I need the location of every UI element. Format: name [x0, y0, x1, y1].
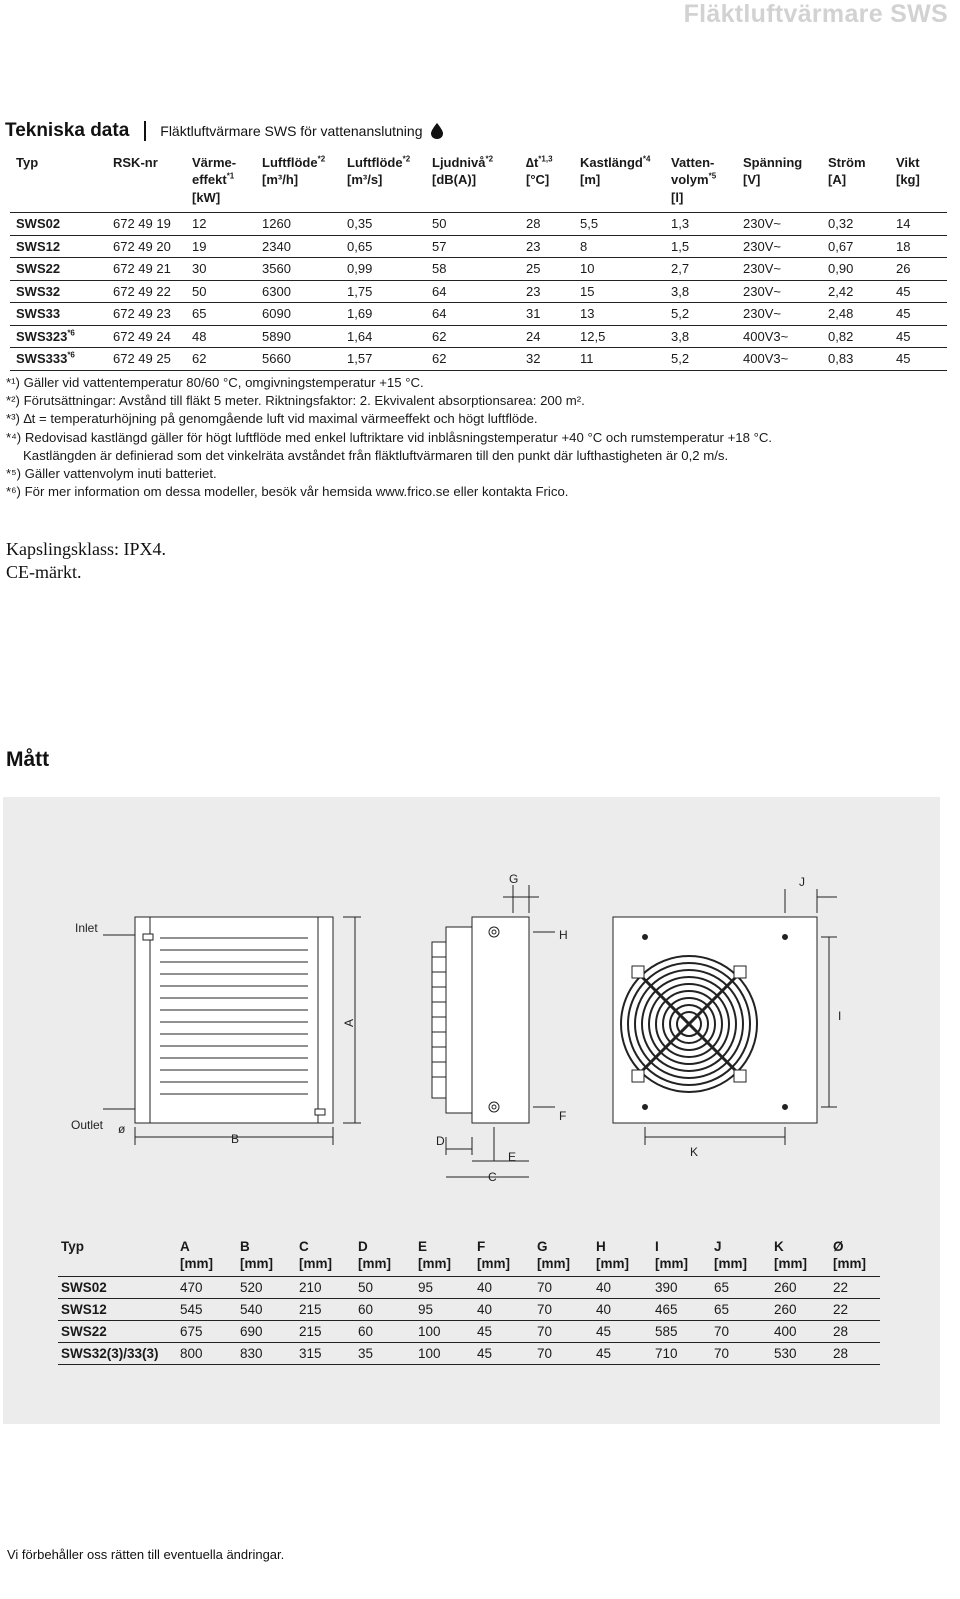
table-cell: 70 [711, 1321, 771, 1343]
spec-column-header [256, 153, 341, 171]
table-cell: 62 [426, 325, 520, 348]
spec-column-header [574, 153, 665, 171]
table-cell: 28 [520, 213, 574, 236]
table-cell: 672 49 25 [107, 348, 186, 371]
column-name-continued: volym [671, 172, 709, 187]
column-unit: [m] [580, 172, 601, 187]
footnote-ref: *1,3 [538, 154, 553, 164]
table-cell: 530 [771, 1343, 830, 1365]
table-cell: 70 [534, 1277, 593, 1299]
table-cell: 400 [771, 1321, 830, 1343]
spec-column-unit [822, 171, 890, 213]
dim-c-label: C [488, 1170, 497, 1184]
table-cell: 470 [177, 1277, 237, 1299]
table-cell: 0,67 [822, 235, 890, 258]
table-cell: 830 [237, 1343, 296, 1365]
column-name: Kastlängd [580, 155, 643, 170]
table-row [10, 235, 947, 258]
technical-data-table [10, 153, 947, 371]
dim-column-header [830, 1238, 880, 1277]
table-row [58, 1321, 880, 1343]
model-name: SWS32 [16, 283, 61, 299]
model-cell [10, 280, 107, 303]
column-unit: [mm] [358, 1256, 391, 1271]
footnote-ref: *6 [67, 350, 75, 360]
dim-a-label: A [342, 1018, 356, 1027]
table-cell: 520 [237, 1277, 296, 1299]
table-cell: 3,8 [665, 325, 737, 348]
column-name: Vatten- [671, 155, 715, 170]
table-row [58, 1277, 880, 1299]
title-separator [144, 121, 146, 141]
table-cell: 5890 [256, 325, 341, 348]
model-name: SWS22 [58, 1321, 177, 1343]
spec-column-header [10, 153, 107, 171]
table-cell: 45 [593, 1321, 652, 1343]
dimensions-heading: Mått [6, 748, 50, 771]
table-cell: 1,5 [665, 235, 737, 258]
spec-column-unit [107, 171, 186, 213]
table-cell: 8 [574, 235, 665, 258]
dim-f-label: F [559, 1109, 567, 1123]
table-cell: 690 [237, 1321, 296, 1343]
table-cell: 215 [296, 1299, 355, 1321]
dim-e-label: E [508, 1150, 517, 1164]
column-unit: [l] [671, 190, 684, 205]
table-cell: 260 [771, 1277, 830, 1299]
table-cell: 50 [355, 1277, 415, 1299]
column-unit: [mm] [180, 1256, 213, 1271]
table-cell: 58 [426, 258, 520, 281]
column-name: Ljudnivå [432, 155, 486, 170]
table-cell: 15 [574, 280, 665, 303]
footnote-ref: *1 [226, 171, 235, 181]
table-cell: 95 [415, 1299, 474, 1321]
table-cell: 5,5 [574, 213, 665, 236]
outlet-label: Outlet [71, 1118, 104, 1132]
column-unit: [mm] [596, 1256, 629, 1271]
model-cell [10, 325, 107, 348]
diameter-label: ø [118, 1122, 126, 1136]
column-unit: [A] [828, 172, 847, 187]
column-name: Luftflöde [262, 155, 318, 170]
column-unit: [mm] [833, 1256, 866, 1271]
column-name: C [299, 1239, 309, 1254]
spec-column-header [737, 153, 822, 171]
column-name: Värme- [192, 155, 237, 170]
table-cell: 315 [296, 1343, 355, 1365]
table-cell: 672 49 24 [107, 325, 186, 348]
table-cell: 6300 [256, 280, 341, 303]
table-cell: 230V~ [737, 213, 822, 236]
table-cell: 672 49 21 [107, 258, 186, 281]
table-cell: 23 [520, 280, 574, 303]
table-cell: 672 49 20 [107, 235, 186, 258]
footnote-ref: *2 [402, 154, 411, 164]
table-cell: 95 [415, 1277, 474, 1299]
column-unit [61, 1255, 177, 1272]
spec-column-unit [186, 171, 256, 213]
table-cell: 710 [652, 1343, 711, 1365]
table-cell: 45 [474, 1343, 534, 1365]
table-cell: 0,82 [822, 325, 890, 348]
table-row [10, 303, 947, 326]
table-cell: 28 [830, 1343, 880, 1365]
section-subtitle: Fläktluftvärmare SWS för vattenanslutning [160, 123, 423, 139]
table-cell: 18 [890, 235, 947, 258]
model-name: SWS323 [16, 328, 68, 344]
table-cell: 540 [237, 1299, 296, 1321]
dim-i-label: I [838, 1009, 842, 1023]
table-cell: 45 [890, 280, 947, 303]
column-name: ∆t [526, 155, 539, 170]
table-cell: 585 [652, 1321, 711, 1343]
column-unit: [mm] [299, 1256, 332, 1271]
column-unit: [mm] [477, 1256, 510, 1271]
column-name: Ø [833, 1239, 844, 1254]
table-cell: 26 [890, 258, 947, 281]
table-cell: 70 [711, 1343, 771, 1365]
table-cell: 12 [186, 213, 256, 236]
table-row [58, 1343, 880, 1365]
dim-column-header [652, 1238, 711, 1277]
spec-column-header [426, 153, 520, 171]
footnote-ref: *2 [485, 154, 494, 164]
table-cell: 1,64 [341, 325, 426, 348]
spec-column-unit [426, 171, 520, 213]
table-cell: 32 [520, 348, 574, 371]
column-name: B [240, 1239, 250, 1254]
column-name-continued: effekt [192, 172, 227, 187]
model-name: SWS02 [58, 1277, 177, 1299]
table-cell: 400V3~ [737, 348, 822, 371]
table-cell: 24 [520, 325, 574, 348]
table-cell: 64 [426, 280, 520, 303]
column-unit: [mm] [655, 1256, 688, 1271]
table-cell: 30 [186, 258, 256, 281]
table-cell: 672 49 23 [107, 303, 186, 326]
model-name: SWS12 [58, 1299, 177, 1321]
table-cell: 64 [426, 303, 520, 326]
model-name: SWS333 [16, 351, 68, 367]
table-cell: 22 [830, 1299, 880, 1321]
footnote-ref: *4 [642, 154, 651, 164]
column-unit: [m³/s] [347, 172, 383, 187]
spec-unit-row [10, 171, 947, 213]
table-row [10, 280, 947, 303]
table-cell: 60 [355, 1299, 415, 1321]
inlet-label: Inlet [75, 921, 98, 935]
dim-column-header [296, 1238, 355, 1277]
dim-g-label: G [509, 872, 519, 886]
spec-column-unit [256, 171, 341, 213]
table-cell: 230V~ [737, 235, 822, 258]
classification-info [6, 538, 166, 584]
column-name: D [358, 1239, 368, 1254]
footer-disclaimer: Vi förbehåller oss rätten till eventuella ändringar. [7, 1547, 285, 1562]
footnote-4-continued: Kastlängden är definierad som det vinkelräta avståndet från fläktluftvärmaren till den punkt där lufthastigheten är 0,2 m/s. [23, 447, 729, 463]
dim-column-header [534, 1238, 593, 1277]
dim-header-row [58, 1238, 880, 1277]
front-view [71, 917, 361, 1146]
table-cell: 260 [771, 1299, 830, 1321]
table-cell: 40 [593, 1299, 652, 1321]
protection-class: Kapslingsklass: IPX4. [6, 539, 167, 559]
spec-column-unit [520, 171, 574, 213]
table-cell: 14 [890, 213, 947, 236]
dim-column-header [771, 1238, 830, 1277]
model-name: SWS33 [16, 306, 61, 322]
spec-column-header [107, 153, 186, 171]
table-cell: 70 [534, 1321, 593, 1343]
model-cell [10, 235, 107, 258]
column-unit: [kW] [192, 190, 221, 205]
table-row [10, 348, 947, 371]
dimensions-table [58, 1238, 880, 1365]
table-cell: 465 [652, 1299, 711, 1321]
table-cell: 65 [711, 1299, 771, 1321]
ce-marking: CE-märkt. [6, 562, 82, 582]
table-cell: 0,35 [341, 213, 426, 236]
dim-column-header [593, 1238, 652, 1277]
column-name: G [537, 1239, 548, 1254]
dim-column-header [711, 1238, 771, 1277]
table-row [10, 258, 947, 281]
footnote-1: *¹) Gäller vid vattentemperatur 80/60 °C, omgivningstemperatur +15 °C. [6, 375, 424, 390]
spec-column-unit [10, 171, 107, 213]
table-cell: 1,69 [341, 303, 426, 326]
page-header-title: Fläktluftvärmare SWS [683, 0, 948, 28]
table-cell: 11 [574, 348, 665, 371]
table-cell: 230V~ [737, 303, 822, 326]
table-cell: 1260 [256, 213, 341, 236]
table-cell: 60 [355, 1321, 415, 1343]
column-unit: [mm] [418, 1256, 451, 1271]
column-name: I [655, 1239, 659, 1254]
column-name: RSK-nr [113, 155, 158, 170]
column-name: Luftflöde [347, 155, 403, 170]
dim-column-header [177, 1238, 237, 1277]
model-cell [10, 258, 107, 281]
dim-h-label: H [559, 928, 568, 942]
table-cell: 0,83 [822, 348, 890, 371]
column-name-line2 [671, 171, 737, 189]
dim-column-header [474, 1238, 534, 1277]
water-drop-icon [431, 123, 443, 139]
footnote-6: *⁶) För mer information om dessa modeller, besök vår hemsida www.frico.se eller kontakta Frico. [6, 484, 569, 500]
table-cell: 28 [830, 1321, 880, 1343]
table-cell: 45 [593, 1343, 652, 1365]
table-cell: 0,65 [341, 235, 426, 258]
dim-column-header [237, 1238, 296, 1277]
column-unit: [kg] [896, 172, 920, 187]
dim-k-label: K [690, 1145, 699, 1159]
table-cell: 1,75 [341, 280, 426, 303]
table-cell: 215 [296, 1321, 355, 1343]
model-name: SWS32(3)/33(3) [58, 1343, 177, 1365]
table-cell: 40 [474, 1277, 534, 1299]
table-row [58, 1299, 880, 1321]
table-cell: 2,48 [822, 303, 890, 326]
spec-column-header [890, 153, 947, 171]
column-unit: [mm] [537, 1256, 570, 1271]
table-cell: 22 [830, 1277, 880, 1299]
spec-column-header [186, 153, 256, 171]
footnote-2: *²) Förutsättningar: Avstånd till fläkt 5 meter. Riktningsfaktor: 2. Ekvivalent absorptionsarea: 200 m². [6, 393, 585, 409]
table-cell: 230V~ [737, 280, 822, 303]
table-cell: 19 [186, 235, 256, 258]
table-cell: 23 [520, 235, 574, 258]
spec-column-unit [737, 171, 822, 213]
column-name: Vikt [896, 155, 920, 170]
column-name: A [180, 1239, 190, 1254]
table-cell: 70 [534, 1299, 593, 1321]
table-cell: 10 [574, 258, 665, 281]
model-cell [10, 348, 107, 371]
column-name-line2 [192, 171, 256, 189]
table-cell: 3,8 [665, 280, 737, 303]
table-cell: 13 [574, 303, 665, 326]
footnote-ref: *5 [708, 171, 717, 181]
table-cell: 45 [890, 348, 947, 371]
spec-column-header [520, 153, 574, 171]
table-cell: 62 [426, 348, 520, 371]
column-name: J [714, 1239, 722, 1254]
table-cell: 40 [593, 1277, 652, 1299]
column-unit: [V] [743, 172, 761, 187]
table-cell: 45 [890, 325, 947, 348]
footnote-4: *⁴) Redovisad kastlängd gäller för högt luftflöde med enkel luftriktare vid inblåsningstemperatur +40 °C och rumstemperatur +18 °C. [6, 429, 773, 445]
table-cell: 62 [186, 348, 256, 371]
table-cell: 3560 [256, 258, 341, 281]
spec-column-header [341, 153, 426, 171]
model-name: SWS22 [16, 261, 61, 277]
section-title [5, 120, 443, 142]
column-name: E [418, 1239, 428, 1254]
table-cell: 672 49 22 [107, 280, 186, 303]
table-cell: 5660 [256, 348, 341, 371]
table-cell: 70 [534, 1343, 593, 1365]
dim-b-label: B [231, 1132, 240, 1146]
column-unit: [mm] [714, 1256, 747, 1271]
spec-column-unit [574, 171, 665, 213]
table-row [10, 213, 947, 236]
column-unit: [dB(A)] [432, 172, 477, 187]
spec-column-unit [665, 171, 737, 213]
dim-column-header [415, 1238, 474, 1277]
column-name: F [477, 1239, 486, 1254]
spec-column-unit [341, 171, 426, 213]
table-cell: 50 [186, 280, 256, 303]
table-cell: 100 [415, 1343, 474, 1365]
column-name: Spänning [743, 155, 803, 170]
table-cell: 2,42 [822, 280, 890, 303]
section-heading: Tekniska data [5, 120, 130, 141]
column-name: Typ [61, 1239, 84, 1254]
model-cell [10, 303, 107, 326]
column-unit: [mm] [240, 1256, 273, 1271]
column-name: H [596, 1239, 606, 1254]
table-cell: 50 [426, 213, 520, 236]
footnote-3: *³) ∆t = temperaturhöjning på genomgående luft vid maximal värmeeffekt och högt luftflöde. [6, 411, 538, 427]
table-cell: 100 [415, 1321, 474, 1343]
column-name: K [774, 1239, 784, 1254]
dim-column-header [355, 1238, 415, 1277]
table-cell: 5,2 [665, 348, 737, 371]
table-cell: 45 [890, 303, 947, 326]
table-cell: 45 [474, 1321, 534, 1343]
table-cell: 48 [186, 325, 256, 348]
table-cell: 57 [426, 235, 520, 258]
table-cell: 1,57 [341, 348, 426, 371]
dim-j-label: J [799, 875, 805, 889]
table-cell: 2340 [256, 235, 341, 258]
table-cell: 545 [177, 1299, 237, 1321]
spec-header-row [10, 153, 947, 171]
table-cell: 2,7 [665, 258, 737, 281]
table-cell: 675 [177, 1321, 237, 1343]
column-unit: [m³/h] [262, 172, 299, 187]
column-unit: [mm] [774, 1256, 807, 1271]
table-cell: 672 49 19 [107, 213, 186, 236]
table-cell: 65 [711, 1277, 771, 1299]
table-cell: 31 [520, 303, 574, 326]
table-cell: 400V3~ [737, 325, 822, 348]
table-cell: 25 [520, 258, 574, 281]
dim-d-label: D [436, 1134, 445, 1148]
table-cell: 65 [186, 303, 256, 326]
model-name: SWS02 [16, 216, 61, 232]
model-name: SWS12 [16, 238, 61, 254]
table-cell: 0,90 [822, 258, 890, 281]
spec-column-header [665, 153, 737, 171]
table-row [10, 325, 947, 348]
table-cell: 800 [177, 1343, 237, 1365]
footnote-ref: *2 [317, 154, 326, 164]
side-view [432, 872, 568, 1184]
table-cell: 390 [652, 1277, 711, 1299]
table-cell: 40 [474, 1299, 534, 1321]
spec-column-unit [890, 171, 947, 213]
table-cell: 12,5 [574, 325, 665, 348]
spec-column-header [822, 153, 890, 171]
footnote-ref: *6 [67, 328, 75, 338]
table-cell: 0,32 [822, 213, 890, 236]
table-cell: 210 [296, 1277, 355, 1299]
table-cell: 5,2 [665, 303, 737, 326]
table-cell: 230V~ [737, 258, 822, 281]
footnote-5: *⁵) Gäller vattenvolym inuti batteriet. [6, 466, 217, 482]
column-name: Ström [828, 155, 866, 170]
footnotes [6, 374, 772, 501]
table-cell: 35 [355, 1343, 415, 1365]
column-unit: [°C] [526, 172, 550, 187]
rear-view [613, 875, 841, 1159]
model-cell [10, 213, 107, 236]
fan-grille-icon [621, 956, 757, 1092]
column-name: Typ [16, 155, 39, 170]
table-cell: 1,3 [665, 213, 737, 236]
table-cell: 0,99 [341, 258, 426, 281]
table-cell: 6090 [256, 303, 341, 326]
dim-column-header [58, 1238, 177, 1277]
